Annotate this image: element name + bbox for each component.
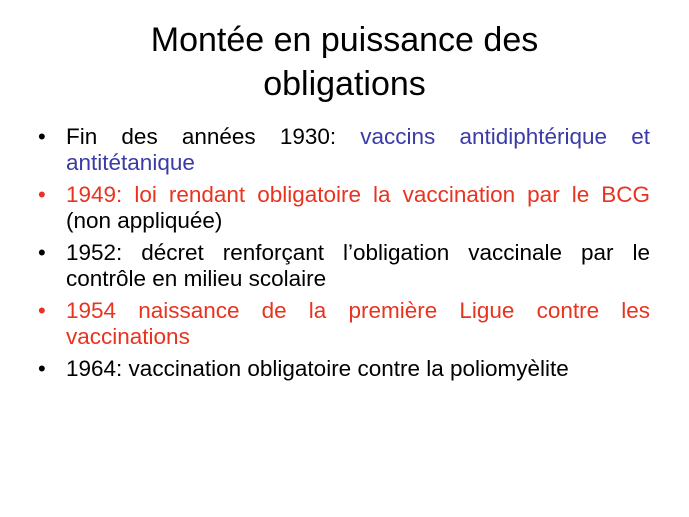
- slide-title: [40, 18, 649, 106]
- bullet-text: 1952: décret renforçant l’obligation vaccinale par le contrôle en milieu scolaire: [66, 240, 650, 291]
- bullet-text-note: (non appliquée): [66, 208, 223, 233]
- bullet-item: [38, 182, 650, 234]
- bullet-text: 1964: vaccination obligatoire contre la poliomyèlite: [66, 356, 569, 381]
- bullet-item: [38, 298, 650, 350]
- bullet-dot-icon: •: [38, 240, 46, 265]
- bullet-dot-icon: •: [38, 124, 46, 149]
- bullet-dot-icon: •: [38, 298, 46, 323]
- bullet-item: [38, 240, 650, 292]
- bullet-text: 1954 naissance de la première Ligue contre les vaccinations: [66, 298, 650, 349]
- bullet-list: [38, 124, 650, 388]
- bullet-item: [38, 356, 650, 382]
- bullet-text-highlight: vaccins antidiphtérique et antitétanique: [66, 124, 650, 175]
- bullet-text: 1949: loi rendant obligatoire la vaccination par le BCG: [66, 182, 650, 207]
- bullet-dot-icon: •: [38, 356, 46, 381]
- bullet-text: Fin des années 1930:: [66, 124, 361, 149]
- bullet-item: [38, 124, 650, 176]
- bullet-dot-icon: •: [38, 182, 46, 207]
- slide-title-line-1: Montée en puissance des: [150, 21, 539, 59]
- slide-title-line-2: obligations: [263, 65, 426, 103]
